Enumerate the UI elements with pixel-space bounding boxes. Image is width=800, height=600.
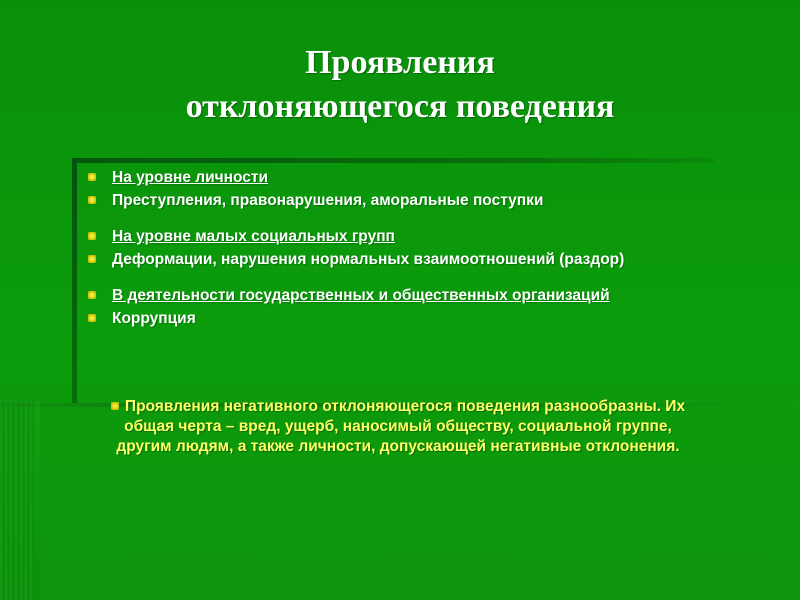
decorative-vertical-line [72,158,77,403]
bullet-icon [88,255,96,263]
bullet-text: Деформации, нарушения нормальных взаимоотношений (раздор) [112,251,625,268]
title-line-1: Проявления [305,43,495,81]
decorative-left-tab [34,402,40,600]
bullet-item-small-groups-level [88,227,778,246]
title-line-2: отклоняющегося поведения [185,87,615,125]
bullet-item-corruption [88,309,778,328]
bullet-item-individual-level [88,168,778,187]
bullet-text: На уровне малых социальных групп [112,228,395,245]
bullet-item-crimes [88,191,778,210]
summary-note [106,397,690,457]
bullet-item-deformations [88,250,778,269]
summary-bullet-icon [111,402,119,410]
bullet-list [88,168,778,332]
bullet-icon [88,196,96,204]
bullet-icon [88,314,96,322]
summary-text: Проявления негативного отклоняющегося поведения разнообразны. Их общая черта – вред, ущерб, наносимый обществу, социальной группе, другим людям, а также личности, допускающей негативные отклонения. [116,398,686,455]
bullet-text: В деятельности государственных и общественных организаций [112,287,610,304]
bullet-icon [88,173,96,181]
bullet-icon [88,232,96,240]
page-title [120,41,680,129]
bullet-text: Коррупция [112,310,196,327]
bullet-text: На уровне личности [112,169,269,186]
bullet-text: Преступления, правонарушения, аморальные поступки [112,192,544,209]
decorative-top-line [72,158,714,163]
bullet-icon [88,291,96,299]
decorative-stripes [0,400,34,600]
bullet-item-organizations-level [88,286,778,305]
